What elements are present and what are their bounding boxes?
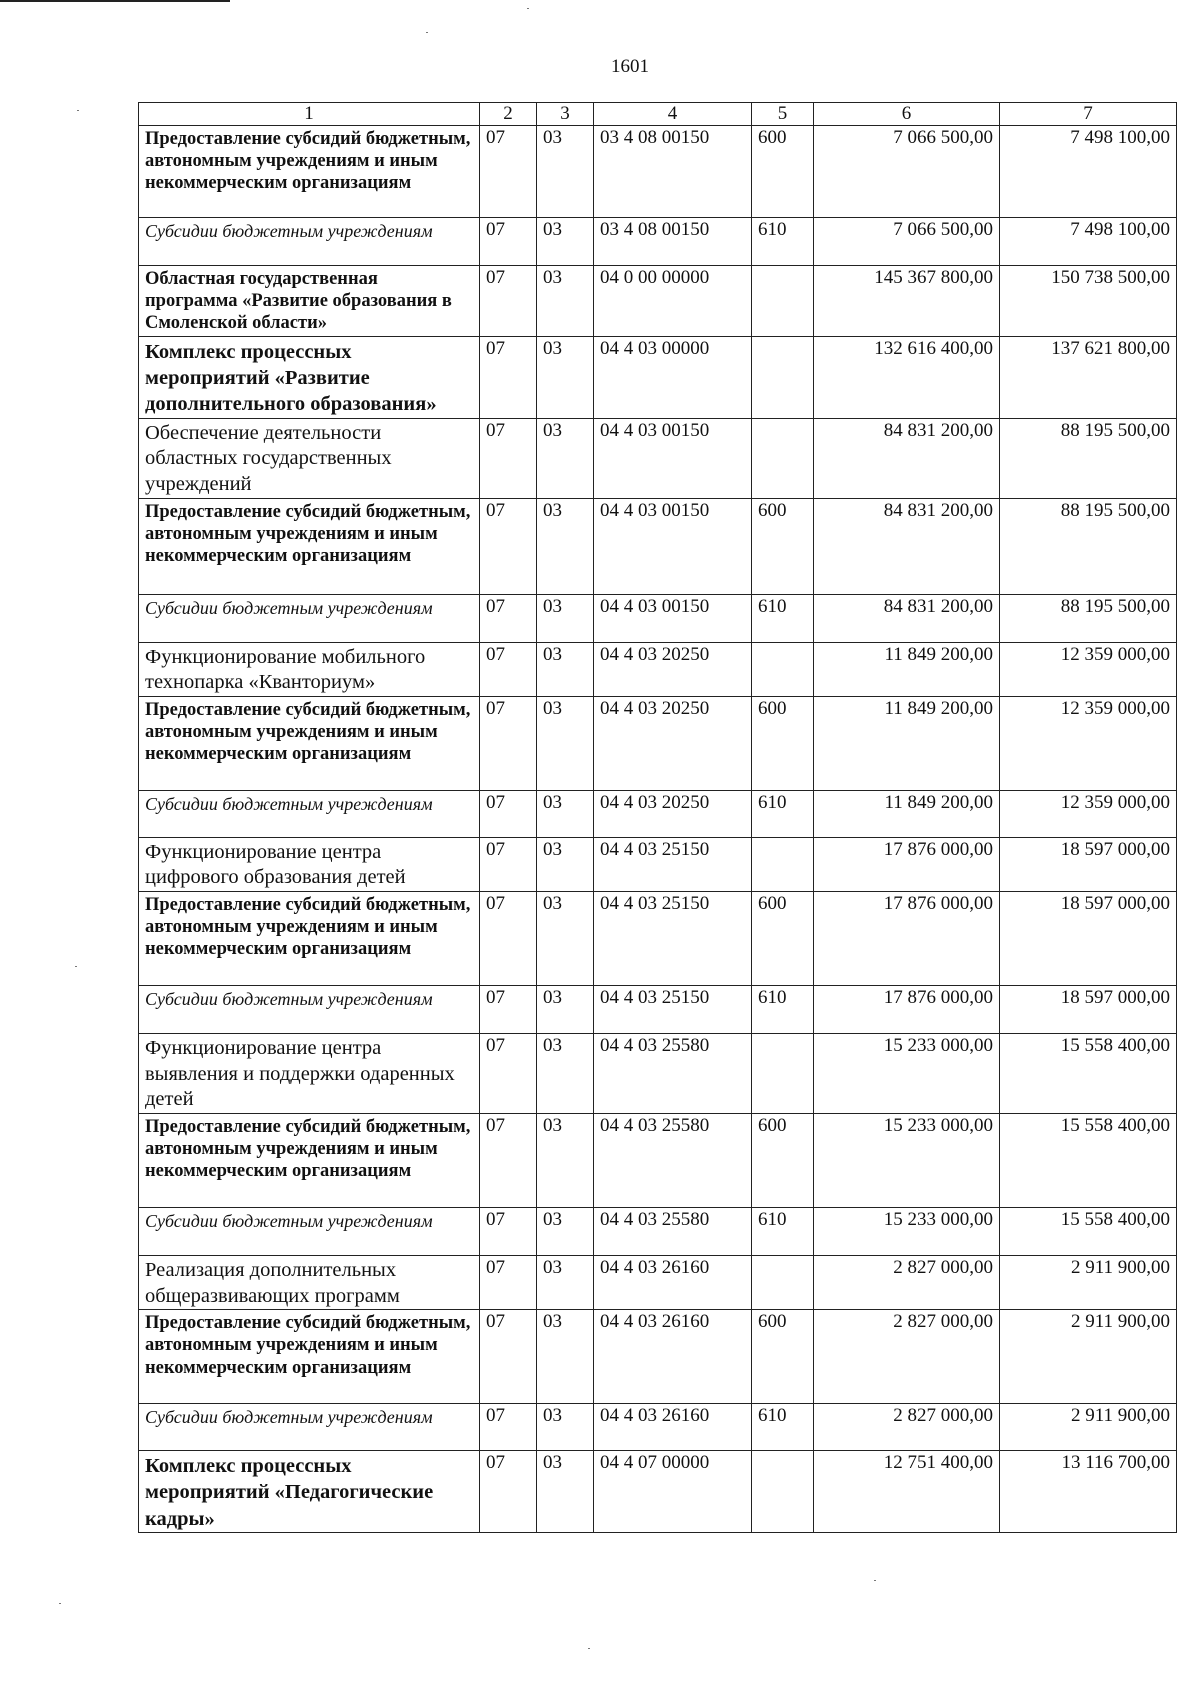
row-amount-year1-cell: 17 876 000,00: [814, 892, 1000, 986]
row-name-cell: Субсидии бюджетным учреждениям: [139, 1207, 480, 1255]
row-amount-year2-cell: 137 621 800,00: [1000, 337, 1177, 419]
row-name-cell: Комплекс процессных мероприятий «Педагогические кадры»: [139, 1451, 480, 1533]
row-name-cell: Реализация дополнительных общеразвивающих программ: [139, 1255, 480, 1309]
row-amount-year1-cell: 11 849 200,00: [814, 696, 1000, 790]
row-amount-year2-cell: 15 558 400,00: [1000, 1034, 1177, 1114]
row-target-code-cell: 04 4 03 25150: [594, 837, 752, 891]
row-subsection-cell: 03: [537, 892, 594, 986]
row-name-cell: Субсидии бюджетным учреждениям: [139, 790, 480, 837]
table-row: [139, 266, 1177, 337]
row-target-code-cell: 04 4 03 25580: [594, 1034, 752, 1114]
scan-speck: [75, 966, 77, 967]
top-scan-rule: [0, 0, 230, 2]
row-subsection-cell: 03: [537, 1034, 594, 1114]
table-row: [139, 1034, 1177, 1114]
row-expense-type-cell: 610: [752, 1207, 814, 1255]
row-amount-year2-cell: 2 911 900,00: [1000, 1255, 1177, 1309]
row-name-cell: Областная государственная программа «Развитие образования в Смоленской области»: [139, 266, 480, 337]
row-target-code-cell: 04 4 03 26160: [594, 1255, 752, 1309]
row-target-code-cell: 04 4 03 00000: [594, 337, 752, 419]
row-amount-year2-cell: 88 195 500,00: [1000, 418, 1177, 498]
row-amount-year1-cell: 145 367 800,00: [814, 266, 1000, 337]
row-amount-year1-cell: 17 876 000,00: [814, 837, 1000, 891]
row-expense-type-cell: 610: [752, 986, 814, 1034]
row-amount-year2-cell: 12 359 000,00: [1000, 790, 1177, 837]
row-subsection-cell: 03: [537, 642, 594, 696]
table-row: [139, 1255, 1177, 1309]
row-expense-type-cell: [752, 418, 814, 498]
row-expense-type-cell: 600: [752, 126, 814, 218]
row-target-code-cell: 04 4 03 00150: [594, 418, 752, 498]
row-name-cell: Субсидии бюджетным учреждениям: [139, 1404, 480, 1451]
row-name-cell: Предоставление субсидий бюджетным, автономным учреждениям и иным некоммерческим организациям: [139, 498, 480, 594]
table-row: [139, 696, 1177, 790]
row-section-cell: 07: [480, 986, 537, 1034]
row-amount-year1-cell: 84 831 200,00: [814, 594, 1000, 642]
table-row: [139, 418, 1177, 498]
row-subsection-cell: 03: [537, 1113, 594, 1207]
row-section-cell: 07: [480, 218, 537, 266]
scan-speck: [59, 1603, 61, 1604]
row-target-code-cell: 04 4 03 25580: [594, 1113, 752, 1207]
row-amount-year1-cell: 11 849 200,00: [814, 642, 1000, 696]
row-amount-year1-cell: 132 616 400,00: [814, 337, 1000, 419]
row-section-cell: 07: [480, 1255, 537, 1309]
row-amount-year2-cell: 18 597 000,00: [1000, 837, 1177, 891]
row-amount-year1-cell: 84 831 200,00: [814, 418, 1000, 498]
table-body: [139, 126, 1177, 1533]
page-number: 1601: [611, 56, 649, 77]
row-name-cell: Функционирование мобильного технопарка «Кванториум»: [139, 642, 480, 696]
table-row: [139, 498, 1177, 594]
row-section-cell: 07: [480, 418, 537, 498]
row-section-cell: 07: [480, 837, 537, 891]
row-name-cell: Функционирование центра выявления и поддержки одаренных детей: [139, 1034, 480, 1114]
row-subsection-cell: 03: [537, 986, 594, 1034]
row-section-cell: 07: [480, 642, 537, 696]
row-section-cell: 07: [480, 126, 537, 218]
row-amount-year2-cell: 150 738 500,00: [1000, 266, 1177, 337]
table-row: [139, 1404, 1177, 1451]
row-section-cell: 07: [480, 1404, 537, 1451]
row-target-code-cell: 04 4 03 26160: [594, 1310, 752, 1404]
row-amount-year1-cell: 12 751 400,00: [814, 1451, 1000, 1533]
row-subsection-cell: 03: [537, 790, 594, 837]
row-amount-year1-cell: 17 876 000,00: [814, 986, 1000, 1034]
scan-speck: [527, 8, 529, 9]
table-row: [139, 1451, 1177, 1533]
row-amount-year1-cell: 2 827 000,00: [814, 1255, 1000, 1309]
table-row: [139, 892, 1177, 986]
row-expense-type-cell: 610: [752, 594, 814, 642]
row-expense-type-cell: [752, 337, 814, 419]
row-amount-year2-cell: 7 498 100,00: [1000, 218, 1177, 266]
row-amount-year2-cell: 15 558 400,00: [1000, 1113, 1177, 1207]
col-header-7: 7: [1000, 103, 1177, 126]
table-row: [139, 1310, 1177, 1404]
row-subsection-cell: 03: [537, 126, 594, 218]
col-header-4: 4: [594, 103, 752, 126]
row-target-code-cell: 04 4 03 26160: [594, 1404, 752, 1451]
row-amount-year2-cell: 12 359 000,00: [1000, 696, 1177, 790]
row-amount-year2-cell: 18 597 000,00: [1000, 986, 1177, 1034]
row-subsection-cell: 03: [537, 498, 594, 594]
row-name-cell: Субсидии бюджетным учреждениям: [139, 986, 480, 1034]
row-amount-year1-cell: 84 831 200,00: [814, 498, 1000, 594]
row-section-cell: 07: [480, 790, 537, 837]
row-section-cell: 07: [480, 892, 537, 986]
row-amount-year1-cell: 2 827 000,00: [814, 1404, 1000, 1451]
row-section-cell: 07: [480, 1310, 537, 1404]
table-row: [139, 642, 1177, 696]
row-name-cell: Обеспечение деятельности областных государственных учреждений: [139, 418, 480, 498]
row-subsection-cell: 03: [537, 266, 594, 337]
row-section-cell: 07: [480, 266, 537, 337]
row-section-cell: 07: [480, 1451, 537, 1533]
row-amount-year1-cell: 7 066 500,00: [814, 126, 1000, 218]
row-expense-type-cell: 610: [752, 790, 814, 837]
row-target-code-cell: 03 4 08 00150: [594, 126, 752, 218]
row-amount-year2-cell: 15 558 400,00: [1000, 1207, 1177, 1255]
table-header-row: [139, 103, 1177, 126]
scan-speck: [426, 32, 428, 33]
table-row: [139, 986, 1177, 1034]
row-subsection-cell: 03: [537, 1310, 594, 1404]
row-amount-year1-cell: 7 066 500,00: [814, 218, 1000, 266]
row-name-cell: Предоставление субсидий бюджетным, автономным учреждениям и иным некоммерческим организациям: [139, 126, 480, 218]
row-section-cell: 07: [480, 696, 537, 790]
col-header-1: 1: [139, 103, 480, 126]
row-target-code-cell: 04 4 03 20250: [594, 642, 752, 696]
table-row: [139, 1207, 1177, 1255]
row-amount-year1-cell: 2 827 000,00: [814, 1310, 1000, 1404]
row-target-code-cell: 04 4 03 20250: [594, 696, 752, 790]
row-target-code-cell: 04 4 03 00150: [594, 498, 752, 594]
row-name-cell: Предоставление субсидий бюджетным, автономным учреждениям и иным некоммерческим организациям: [139, 696, 480, 790]
row-expense-type-cell: [752, 642, 814, 696]
row-amount-year2-cell: 13 116 700,00: [1000, 1451, 1177, 1533]
scan-speck: [77, 110, 79, 111]
row-name-cell: Субсидии бюджетным учреждениям: [139, 218, 480, 266]
row-expense-type-cell: 600: [752, 1113, 814, 1207]
row-name-cell: Предоставление субсидий бюджетным, автономным учреждениям и иным некоммерческим организациям: [139, 1310, 480, 1404]
row-expense-type-cell: [752, 837, 814, 891]
row-subsection-cell: 03: [537, 1207, 594, 1255]
table-row: [139, 337, 1177, 419]
row-section-cell: 07: [480, 1113, 537, 1207]
row-amount-year1-cell: 15 233 000,00: [814, 1207, 1000, 1255]
row-target-code-cell: 03 4 08 00150: [594, 218, 752, 266]
row-expense-type-cell: [752, 266, 814, 337]
row-subsection-cell: 03: [537, 337, 594, 419]
row-subsection-cell: 03: [537, 418, 594, 498]
row-amount-year2-cell: 2 911 900,00: [1000, 1310, 1177, 1404]
row-expense-type-cell: [752, 1255, 814, 1309]
row-amount-year2-cell: 7 498 100,00: [1000, 126, 1177, 218]
row-subsection-cell: 03: [537, 1255, 594, 1309]
row-expense-type-cell: 600: [752, 498, 814, 594]
row-target-code-cell: 04 4 03 25580: [594, 1207, 752, 1255]
row-section-cell: 07: [480, 498, 537, 594]
row-target-code-cell: 04 4 03 00150: [594, 594, 752, 642]
row-expense-type-cell: 600: [752, 696, 814, 790]
row-amount-year2-cell: 2 911 900,00: [1000, 1404, 1177, 1451]
row-amount-year2-cell: 18 597 000,00: [1000, 892, 1177, 986]
row-amount-year2-cell: 88 195 500,00: [1000, 594, 1177, 642]
row-target-code-cell: 04 4 03 25150: [594, 986, 752, 1034]
row-amount-year2-cell: 12 359 000,00: [1000, 642, 1177, 696]
budget-table: [138, 102, 1177, 1533]
table-row: [139, 1113, 1177, 1207]
row-section-cell: 07: [480, 1207, 537, 1255]
table-row: [139, 594, 1177, 642]
row-name-cell: Предоставление субсидий бюджетным, автономным учреждениям и иным некоммерческим организациям: [139, 892, 480, 986]
row-amount-year2-cell: 88 195 500,00: [1000, 498, 1177, 594]
row-name-cell: Предоставление субсидий бюджетным, автономным учреждениям и иным некоммерческим организациям: [139, 1113, 480, 1207]
row-expense-type-cell: 610: [752, 1404, 814, 1451]
col-header-3: 3: [537, 103, 594, 126]
row-subsection-cell: 03: [537, 696, 594, 790]
row-subsection-cell: 03: [537, 837, 594, 891]
col-header-2: 2: [480, 103, 537, 126]
table-row: [139, 790, 1177, 837]
col-header-5: 5: [752, 103, 814, 126]
row-subsection-cell: 03: [537, 1451, 594, 1533]
row-expense-type-cell: 610: [752, 218, 814, 266]
row-section-cell: 07: [480, 594, 537, 642]
row-expense-type-cell: 600: [752, 892, 814, 986]
row-section-cell: 07: [480, 337, 537, 419]
table-row: [139, 837, 1177, 891]
row-subsection-cell: 03: [537, 1404, 594, 1451]
row-target-code-cell: 04 4 03 25150: [594, 892, 752, 986]
row-section-cell: 07: [480, 1034, 537, 1114]
row-expense-type-cell: [752, 1034, 814, 1114]
row-subsection-cell: 03: [537, 218, 594, 266]
row-target-code-cell: 04 0 00 00000: [594, 266, 752, 337]
row-amount-year1-cell: 11 849 200,00: [814, 790, 1000, 837]
row-name-cell: Функционирование центра цифрового образования детей: [139, 837, 480, 891]
row-target-code-cell: 04 4 03 20250: [594, 790, 752, 837]
row-expense-type-cell: 600: [752, 1310, 814, 1404]
row-expense-type-cell: [752, 1451, 814, 1533]
row-name-cell: Субсидии бюджетным учреждениям: [139, 594, 480, 642]
table-row: [139, 218, 1177, 266]
row-name-cell: Комплекс процессных мероприятий «Развитие дополнительного образования»: [139, 337, 480, 419]
col-header-6: 6: [814, 103, 1000, 126]
row-target-code-cell: 04 4 07 00000: [594, 1451, 752, 1533]
row-amount-year1-cell: 15 233 000,00: [814, 1034, 1000, 1114]
row-amount-year1-cell: 15 233 000,00: [814, 1113, 1000, 1207]
scan-speck: [588, 1648, 590, 1649]
row-subsection-cell: 03: [537, 594, 594, 642]
table-row: [139, 126, 1177, 218]
scan-speck: [874, 1580, 876, 1581]
